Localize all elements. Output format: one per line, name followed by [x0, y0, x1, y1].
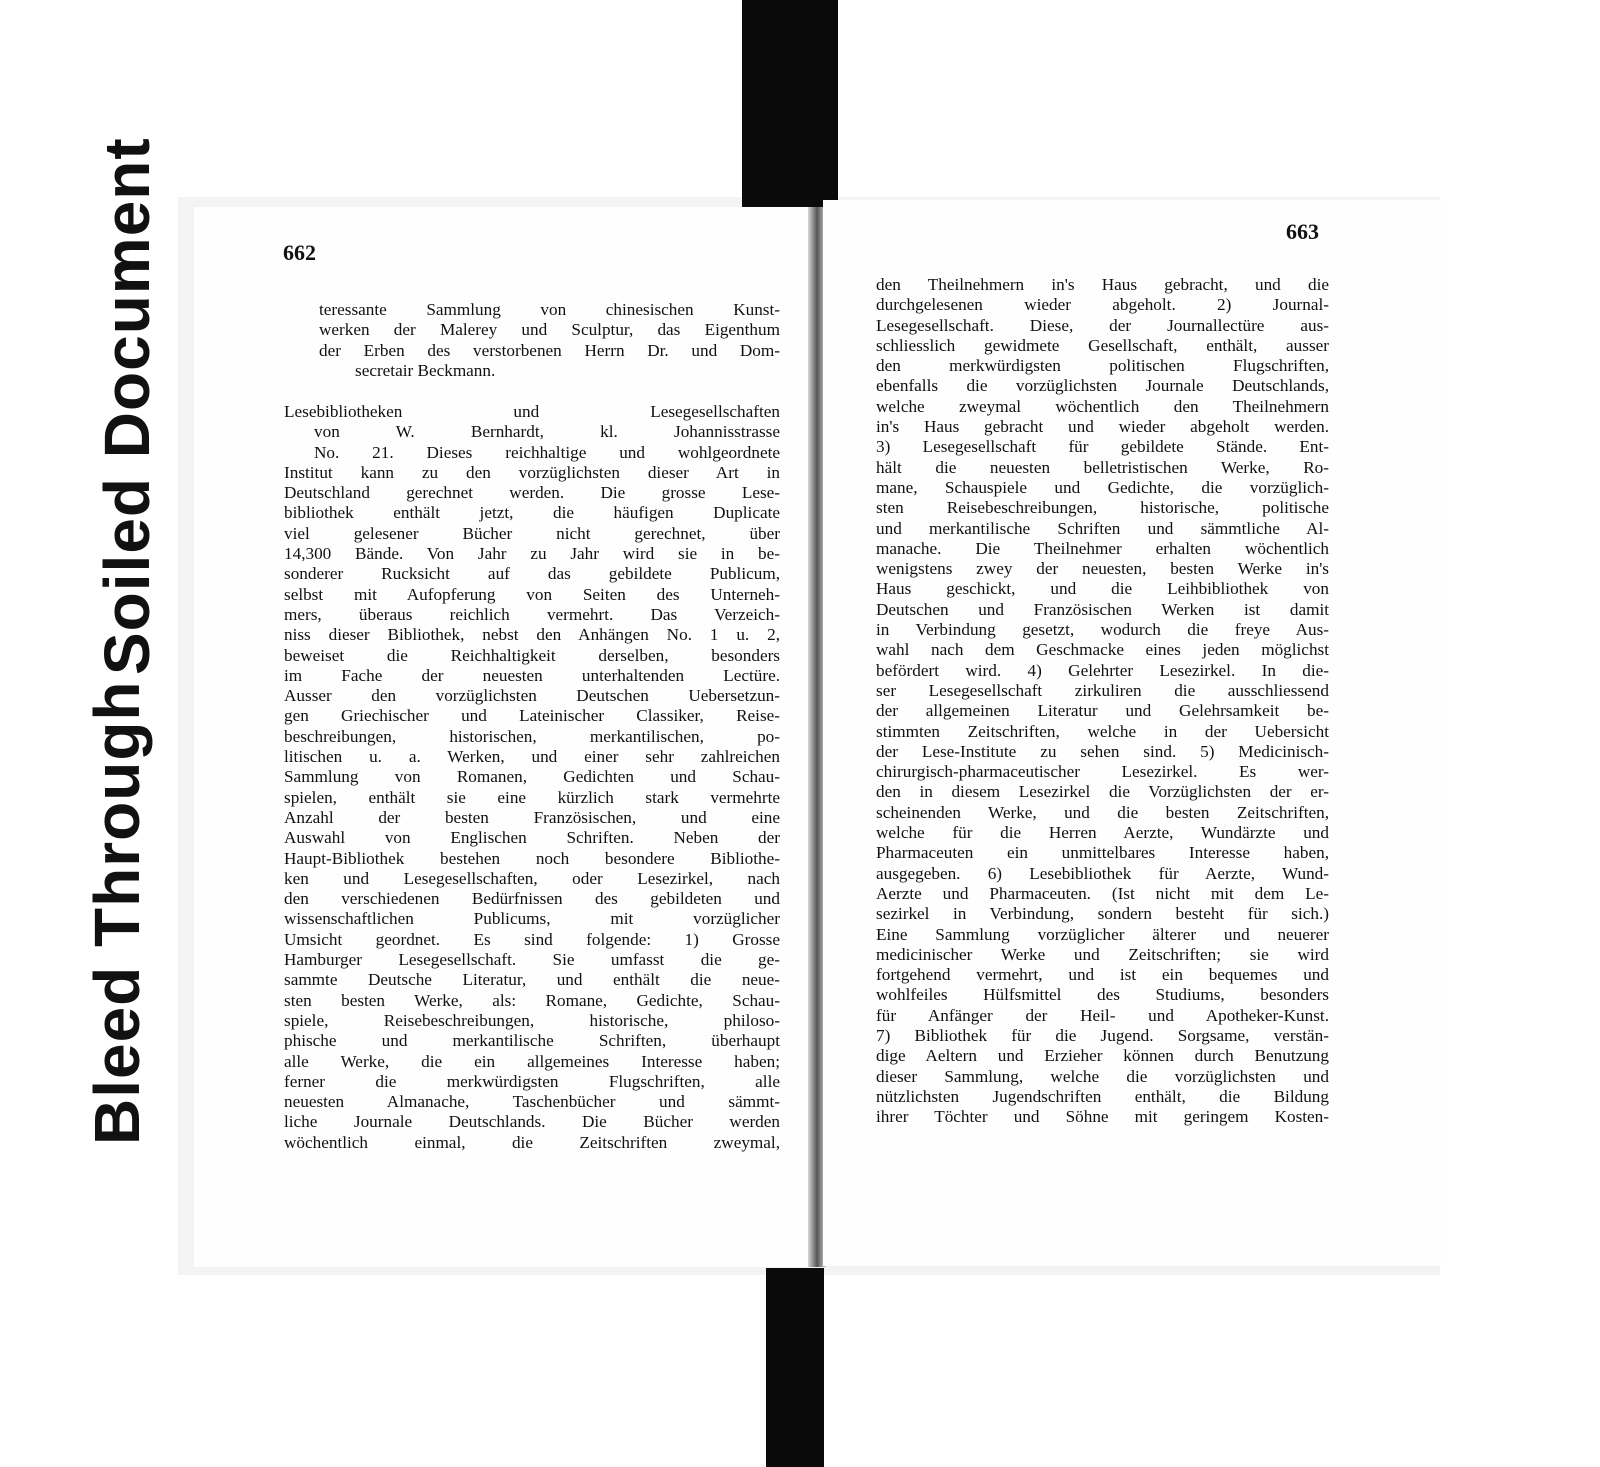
text-line: medicinischer Werke und Zeitschriften; sie wird	[876, 944, 1329, 964]
right-main-paragraph	[876, 275, 1329, 1127]
text-line: in's Haus gebracht und wieder abgeholt werden.	[876, 417, 1329, 437]
text-line: gen Griechischer und Lateinischer Classiker, Reise-	[284, 706, 780, 726]
text-line: chirurgisch-pharmaceutischer Lesezirkel. Es wer-	[876, 762, 1329, 782]
text-line: den merkwürdigsten politischen Flugschriften,	[876, 356, 1329, 376]
text-line: sten Reisebeschreibungen, historische, politische	[876, 498, 1329, 518]
text-line: Lesebibliotheken und Lesegesellschaften	[284, 402, 780, 421]
text-line: wenigstens zwey der neuesten, besten Werke in's	[876, 559, 1329, 579]
text-line: Eine Sammlung vorzüglicher älterer und neuerer	[876, 924, 1329, 944]
text-line: den in diesem Lesezirkel die Vorzüglichsten der er-	[876, 782, 1329, 802]
text-line: dieser Sammlung, welche die vorzüglichsten und	[876, 1066, 1329, 1086]
text-line: schliesslich gewidmete Gesellschaft, enthält, ausser	[876, 335, 1329, 355]
text-line: durchgelesenen wieder abgeholt. 2) Journal-	[876, 295, 1329, 315]
text-line: Anzahl der besten Französischen, und eine	[284, 807, 780, 827]
soiled-document-label: Soiled Document	[91, 137, 163, 675]
text-line: wohlfeiles Hülfsmittel des Studiums, besonders	[876, 985, 1329, 1005]
text-line: Lesegesellschaft. Diese, der Journallectüre aus-	[876, 315, 1329, 335]
text-line: im Fache der neuesten unterhaltenden Lectüre.	[284, 665, 780, 685]
text-line: den verschiedenen Bedürfnissen des gebildeten und	[284, 889, 780, 909]
text-line: manache. Die Theilnehmer erhalten wöchentlich	[876, 538, 1329, 558]
text-line: sten besten Werke, als: Romane, Gedichte, Schau-	[284, 990, 780, 1010]
text-line: 7) Bibliothek für die Jugend. Sorgsame, verstän-	[876, 1025, 1329, 1045]
text-line: der allgemeinen Literatur und Gelehrsamkeit be-	[876, 701, 1329, 721]
text-line: litischen u. a. Werken, und einer sehr zahlreichen	[284, 747, 780, 767]
text-line: Aerzte und Pharmaceuten. (Ist nicht mit dem Le-	[876, 883, 1329, 903]
text-line: ausgegeben. 6) Lesebibliothek für Aerzte, Wund-	[876, 863, 1329, 883]
text-line: ser Lesegesellschaft zirkuliren die ausschliessend	[876, 680, 1329, 700]
text-line: scheinenden Werke, und die besten Zeitschriften,	[876, 802, 1329, 822]
text-line: Haus geschickt, und die Leihbibliothek von	[876, 579, 1329, 599]
text-line: der Lese-Institute zu sehen sind. 5) Medicinisch-	[876, 741, 1329, 761]
text-line: beweiset die Reichhaltigkeit derselben, besonders	[284, 645, 780, 665]
text-line: wahl nach dem Geschmacke eines jeden möglichst	[876, 640, 1329, 660]
text-line: in Verbindung gesetzt, wodurch die freye Aus-	[876, 620, 1329, 640]
text-line: und merkantilische Schriften und sämmtliche Al-	[876, 518, 1329, 538]
text-line: ihrer Töchter und Söhne mit geringem Kosten-	[876, 1107, 1329, 1127]
text-line: welche für die Herren Aerzte, Wundärzte und	[876, 823, 1329, 843]
text-line: No. 21. Dieses reichhaltige und wohlgeordnete	[314, 442, 780, 462]
text-line: ferner die merkwürdigsten Flugschriften, alle	[284, 1071, 780, 1091]
text-line: Sammlung von Romanen, Gedichten und Schau-	[284, 767, 780, 787]
text-line: hält die neuesten belletristischen Werke, Ro-	[876, 457, 1329, 477]
text-line: Institut kann zu den vorzüglichsten dieser Art in	[284, 462, 780, 482]
text-line: Pharmaceuten ein unmittelbares Interesse haben,	[876, 843, 1329, 863]
left-main-paragraph	[284, 402, 780, 1153]
text-line: Deutschland gerechnet werden. Die grosse Lese-	[284, 483, 780, 503]
binding-tape-bottom	[766, 1268, 824, 1467]
left-page-number: 662	[283, 240, 316, 265]
text-line: nützlichsten Jugendschriften enthält, die Bildung	[876, 1086, 1329, 1106]
text-line: alle Werke, die ein allgemeines Interesse haben;	[284, 1051, 780, 1071]
left-top-paragraph	[319, 300, 780, 381]
text-line: teressante Sammlung von chinesischen Kunst-	[319, 300, 780, 319]
text-line: liche Journale Deutschlands. Die Bücher werden	[284, 1112, 780, 1132]
text-line: fortgehend vermehrt, und ist ein bequemes und	[876, 965, 1329, 985]
text-line: phische und merkantilische Schriften, überhaupt	[284, 1031, 780, 1051]
text-line: ebenfalls die vorzüglichsten Journale Deutschlands,	[876, 376, 1329, 396]
text-line: der Erben des verstorbenen Herrn Dr. und Dom-	[319, 340, 780, 360]
text-line: sezirkel in Verbindung, sondern besteht für sich.)	[876, 904, 1329, 924]
text-line: befördert wird. 4) Gelehrter Lesezirkel. In die-	[876, 660, 1329, 680]
text-line: Deutschen und Französischen Werken ist damit	[876, 599, 1329, 619]
binding-tape-top	[742, 0, 838, 207]
text-line: sammte Deutsche Literatur, und enthält die neue-	[284, 970, 780, 990]
text-line: mers, überaus reichlich vermehrt. Das Verzeich-	[284, 604, 780, 624]
text-line: werken der Malerey und Sculptur, das Eigenthum	[319, 320, 780, 340]
text-line: bibliothek enthält jetzt, die häufigen Duplicate	[284, 503, 780, 523]
text-line: spiele, Reisebeschreibungen, historische, philoso-	[284, 1010, 780, 1030]
text-line: 3) Lesegesellschaft für gebildete Stände. Ent-	[876, 437, 1329, 457]
text-line: beschreibungen, historischen, merkantilischen, po-	[284, 726, 780, 746]
left-page	[194, 207, 814, 1267]
text-line: für Anfänger der Heil- und Apotheker-Kunst.	[876, 1005, 1329, 1025]
text-line: von W. Bernhardt, kl. Johannisstrasse	[314, 422, 780, 442]
text-line: Umsicht geordnet. Es sind folgende: 1) Grosse	[284, 929, 780, 949]
text-line: 14,300 Bände. Von Jahr zu Jahr wird sie in be-	[284, 544, 780, 564]
bleed-through-label: Bleed Through	[81, 680, 153, 1145]
text-line: wöchentlich einmal, die Zeitschriften zweymal,	[284, 1132, 780, 1152]
text-line: dige Aeltern und Erzieher können durch Benutzung	[876, 1046, 1329, 1066]
text-line: stimmten Zeitschriften, welche in der Uebersicht	[876, 721, 1329, 741]
text-line: welche zweymal wöchentlich den Theilnehmern	[876, 396, 1329, 416]
text-line: ken und Lesegesellschaften, oder Lesezirkel, nach	[284, 868, 780, 888]
text-line: Auswahl von Englischen Schriften. Neben der	[284, 828, 780, 848]
right-page-number: 663	[1286, 219, 1319, 244]
text-line: Hamburger Lesegesellschaft. Sie umfasst die ge-	[284, 950, 780, 970]
text-line: mane, Schauspiele und Gedichte, die vorzüglich-	[876, 477, 1329, 497]
text-line: viel gelesener Bücher nicht gerechnet, über	[284, 523, 780, 543]
text-line: den Theilnehmern in's Haus gebracht, und die	[876, 275, 1329, 294]
text-line: Ausser den vorzüglichsten Deutschen Uebersetzun-	[284, 686, 780, 706]
text-line: neuesten Almanache, Taschenbücher und sämmt-	[284, 1092, 780, 1112]
text-line: selbst mit Aufopferung von Seiten des Unterneh-	[284, 584, 780, 604]
text-line: secretair Beckmann.	[355, 360, 496, 380]
text-line: spielen, enthält sie eine kürzlich stark vermehrte	[284, 787, 780, 807]
text-line: niss dieser Bibliothek, nebst den Anhängen No. 1 u. 2,	[284, 625, 780, 645]
right-page	[823, 200, 1443, 1266]
text-line: sonderer Rucksicht auf das gebildete Publicum,	[284, 564, 780, 584]
text-line: wissenschaftlichen Publicums, mit vorzüglicher	[284, 909, 780, 929]
text-line: Haupt-Bibliothek bestehen noch besondere Bibliothe-	[284, 848, 780, 868]
